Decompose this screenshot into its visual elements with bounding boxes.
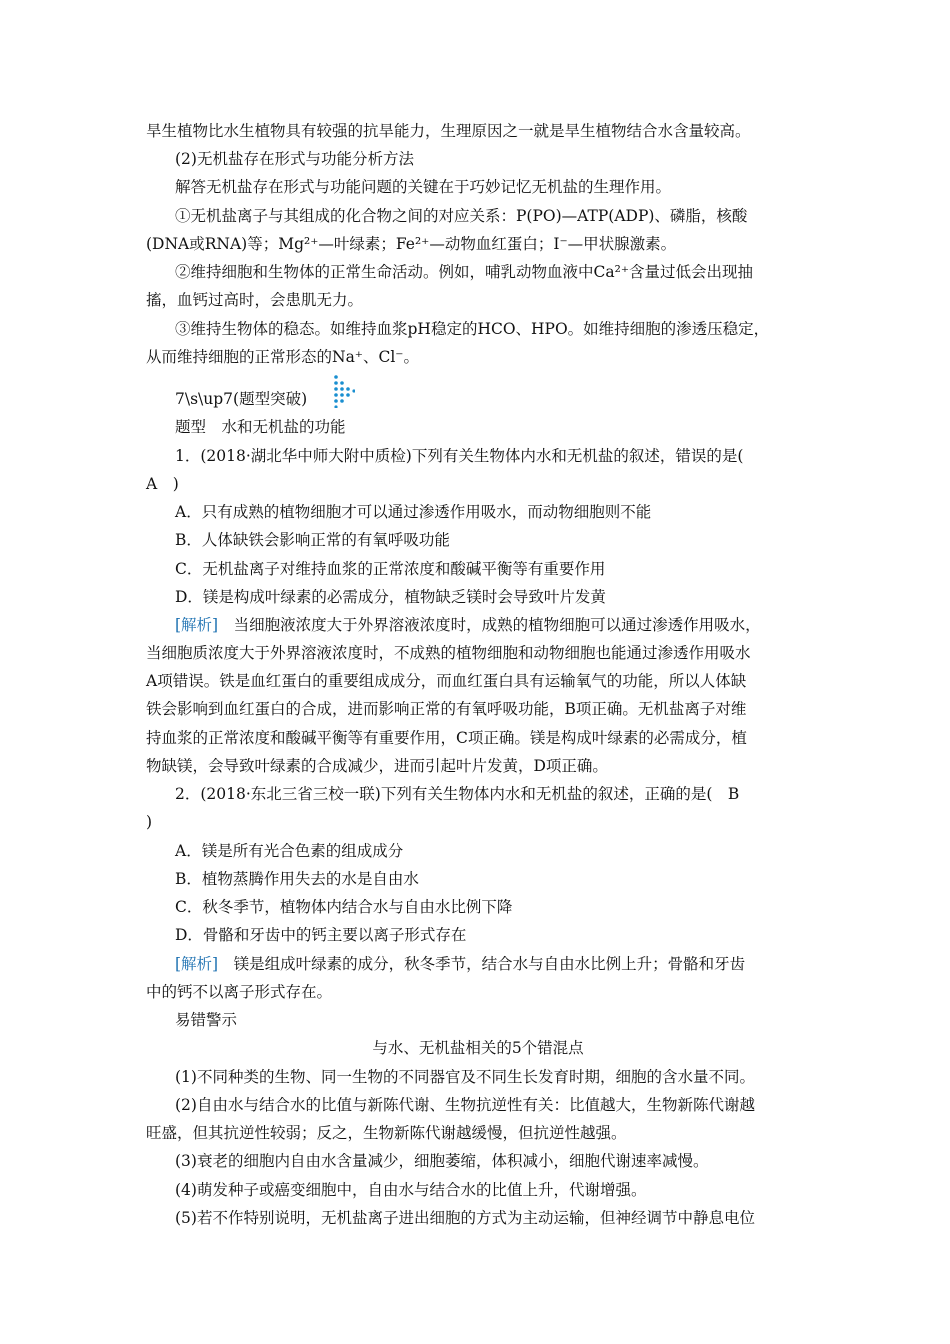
subheading: (2)无机盐存在形式与功能分析方法 bbox=[175, 150, 414, 168]
analysis-line bbox=[175, 615, 810, 635]
option-c: C．无机盐离子对维持血浆的正常浓度和酸碱平衡等有重要作用 bbox=[175, 560, 606, 578]
question-stem: 2．(2018·东北三省三校一联)下列有关生物体内水和无机盐的叙述，正确的是( B bbox=[175, 785, 740, 803]
analysis-text: 镁是组成叶绿素的成分，秋冬季节，结合水与自由水比例上升；骨骼和牙齿 bbox=[218, 955, 746, 973]
question-answer: A ) bbox=[146, 475, 179, 493]
paragraph-line: ①无机盐离子与其组成的化合物之间的对应关系：P(PO)—ATP(ADP)、磷脂，核酸 bbox=[175, 207, 748, 225]
warning-item: (4)萌发种子或癌变细胞中，自由水与结合水的比值上升，代谢增强。 bbox=[175, 1181, 647, 1199]
warning-item: (5)若不作特别说明，无机盐离子进出细胞的方式为主动运输，但神经调节中静息电位 bbox=[175, 1209, 755, 1227]
analysis-line: 当细胞质浓度大于外界溶液浓度时，不成熟的植物细胞和动物细胞也能通过渗透作用吸水 bbox=[146, 644, 751, 662]
option-d: D．骨骼和牙齿中的钙主要以离子形式存在 bbox=[175, 926, 467, 944]
warning-title: 与水、无机盐相关的5个错混点 bbox=[372, 1039, 584, 1057]
question-answer: ) bbox=[146, 813, 153, 831]
paragraph-line: ②维持细胞和生物体的正常生命活动。例如，哺乳动物血液中Ca²⁺含量过低会出现抽 bbox=[175, 263, 753, 281]
analysis-tag: [解析] bbox=[175, 616, 219, 634]
paragraph-line: 旱生植物比水生植物具有较强的抗旱能力，生理原因之一就是旱生植物结合水含量较高。 bbox=[146, 122, 751, 140]
paragraph-line: (DNA或RNA)等；Mg²⁺—叶绿素；Fe²⁺—动物血红蛋白；I⁻—甲状腺激素。 bbox=[146, 235, 677, 253]
warning-item: (1)不同种类的生物、同一生物的不同器官及不同生长发育时期，细胞的含水量不同。 bbox=[175, 1068, 755, 1086]
analysis-line: 物缺镁，会导致叶绿素的合成减少，进而引起叶片发黄，D项正确。 bbox=[146, 757, 608, 775]
option-b: B．人体缺铁会影响正常的有氧呼吸功能 bbox=[175, 531, 450, 549]
option-a: A．只有成熟的植物细胞才可以通过渗透作用吸水，而动物细胞则不能 bbox=[175, 503, 652, 521]
warning-item: (3)衰老的细胞内自由水含量减少，细胞萎缩，体积减小，细胞代谢速率减慢。 bbox=[175, 1152, 709, 1170]
option-d: D．镁是构成叶绿素的必需成分，植物缺乏镁时会导致叶片发黄 bbox=[175, 588, 606, 606]
section-heading: 7\s\up7(题型突破) bbox=[175, 390, 308, 408]
paragraph-line: ③维持生物体的稳态。如维持血浆pH稳定的HCO、HPO。如维持细胞的渗透压稳定， bbox=[175, 320, 770, 338]
analysis-line: A项错误。铁是血红蛋白的重要组成成分，而血红蛋白具有运输氧气的功能，所以人体缺 bbox=[146, 672, 747, 690]
analysis-tag: [解析] bbox=[175, 955, 219, 973]
triangle-dots-icon bbox=[333, 374, 355, 408]
warning-item: 旺盛，但其抗逆性较弱；反之，生物新陈代谢越缓慢，但抗逆性越强。 bbox=[146, 1124, 627, 1142]
warning-heading: 易错警示 bbox=[175, 1011, 238, 1029]
topic-heading: 题型 水和无机盐的功能 bbox=[175, 418, 346, 436]
analysis-line: 中的钙不以离子形式存在。 bbox=[146, 983, 333, 1001]
option-c: C．秋冬季节，植物体内结合水与自由水比例下降 bbox=[175, 898, 513, 916]
analysis-line bbox=[175, 954, 810, 974]
option-a: A．镁是所有光合色素的组成成分 bbox=[175, 842, 404, 860]
warning-item: (2)自由水与结合水的比值与新陈代谢、生物抗逆性有关：比值越大，生物新陈代谢越 bbox=[175, 1096, 755, 1114]
analysis-text: 当细胞液浓度大于外界溶液浓度时，成熟的植物细胞可以通过渗透作用吸水， bbox=[218, 616, 761, 634]
question-stem: 1．(2018·湖北华中师大附中质检)下列有关生物体内水和无机盐的叙述，错误的是( bbox=[175, 447, 744, 465]
paragraph-line: 从而维持细胞的正常形态的Na⁺、Cl⁻。 bbox=[146, 348, 419, 366]
analysis-line: 铁会影响到血红蛋白的合成，进而影响正常的有氧呼吸功能，B项正确。无机盐离子对维 bbox=[146, 700, 747, 718]
paragraph-line: 搐，血钙过高时，会患肌无力。 bbox=[146, 291, 364, 309]
option-b: B．植物蒸腾作用失去的水是自由水 bbox=[175, 870, 419, 888]
analysis-line: 持血浆的正常浓度和酸碱平衡等有重要作用，C项正确。镁是构成叶绿素的必需成分，植 bbox=[146, 729, 747, 747]
paragraph-line: 解答无机盐存在形式与功能问题的关键在于巧妙记忆无机盐的生理作用。 bbox=[175, 178, 672, 196]
